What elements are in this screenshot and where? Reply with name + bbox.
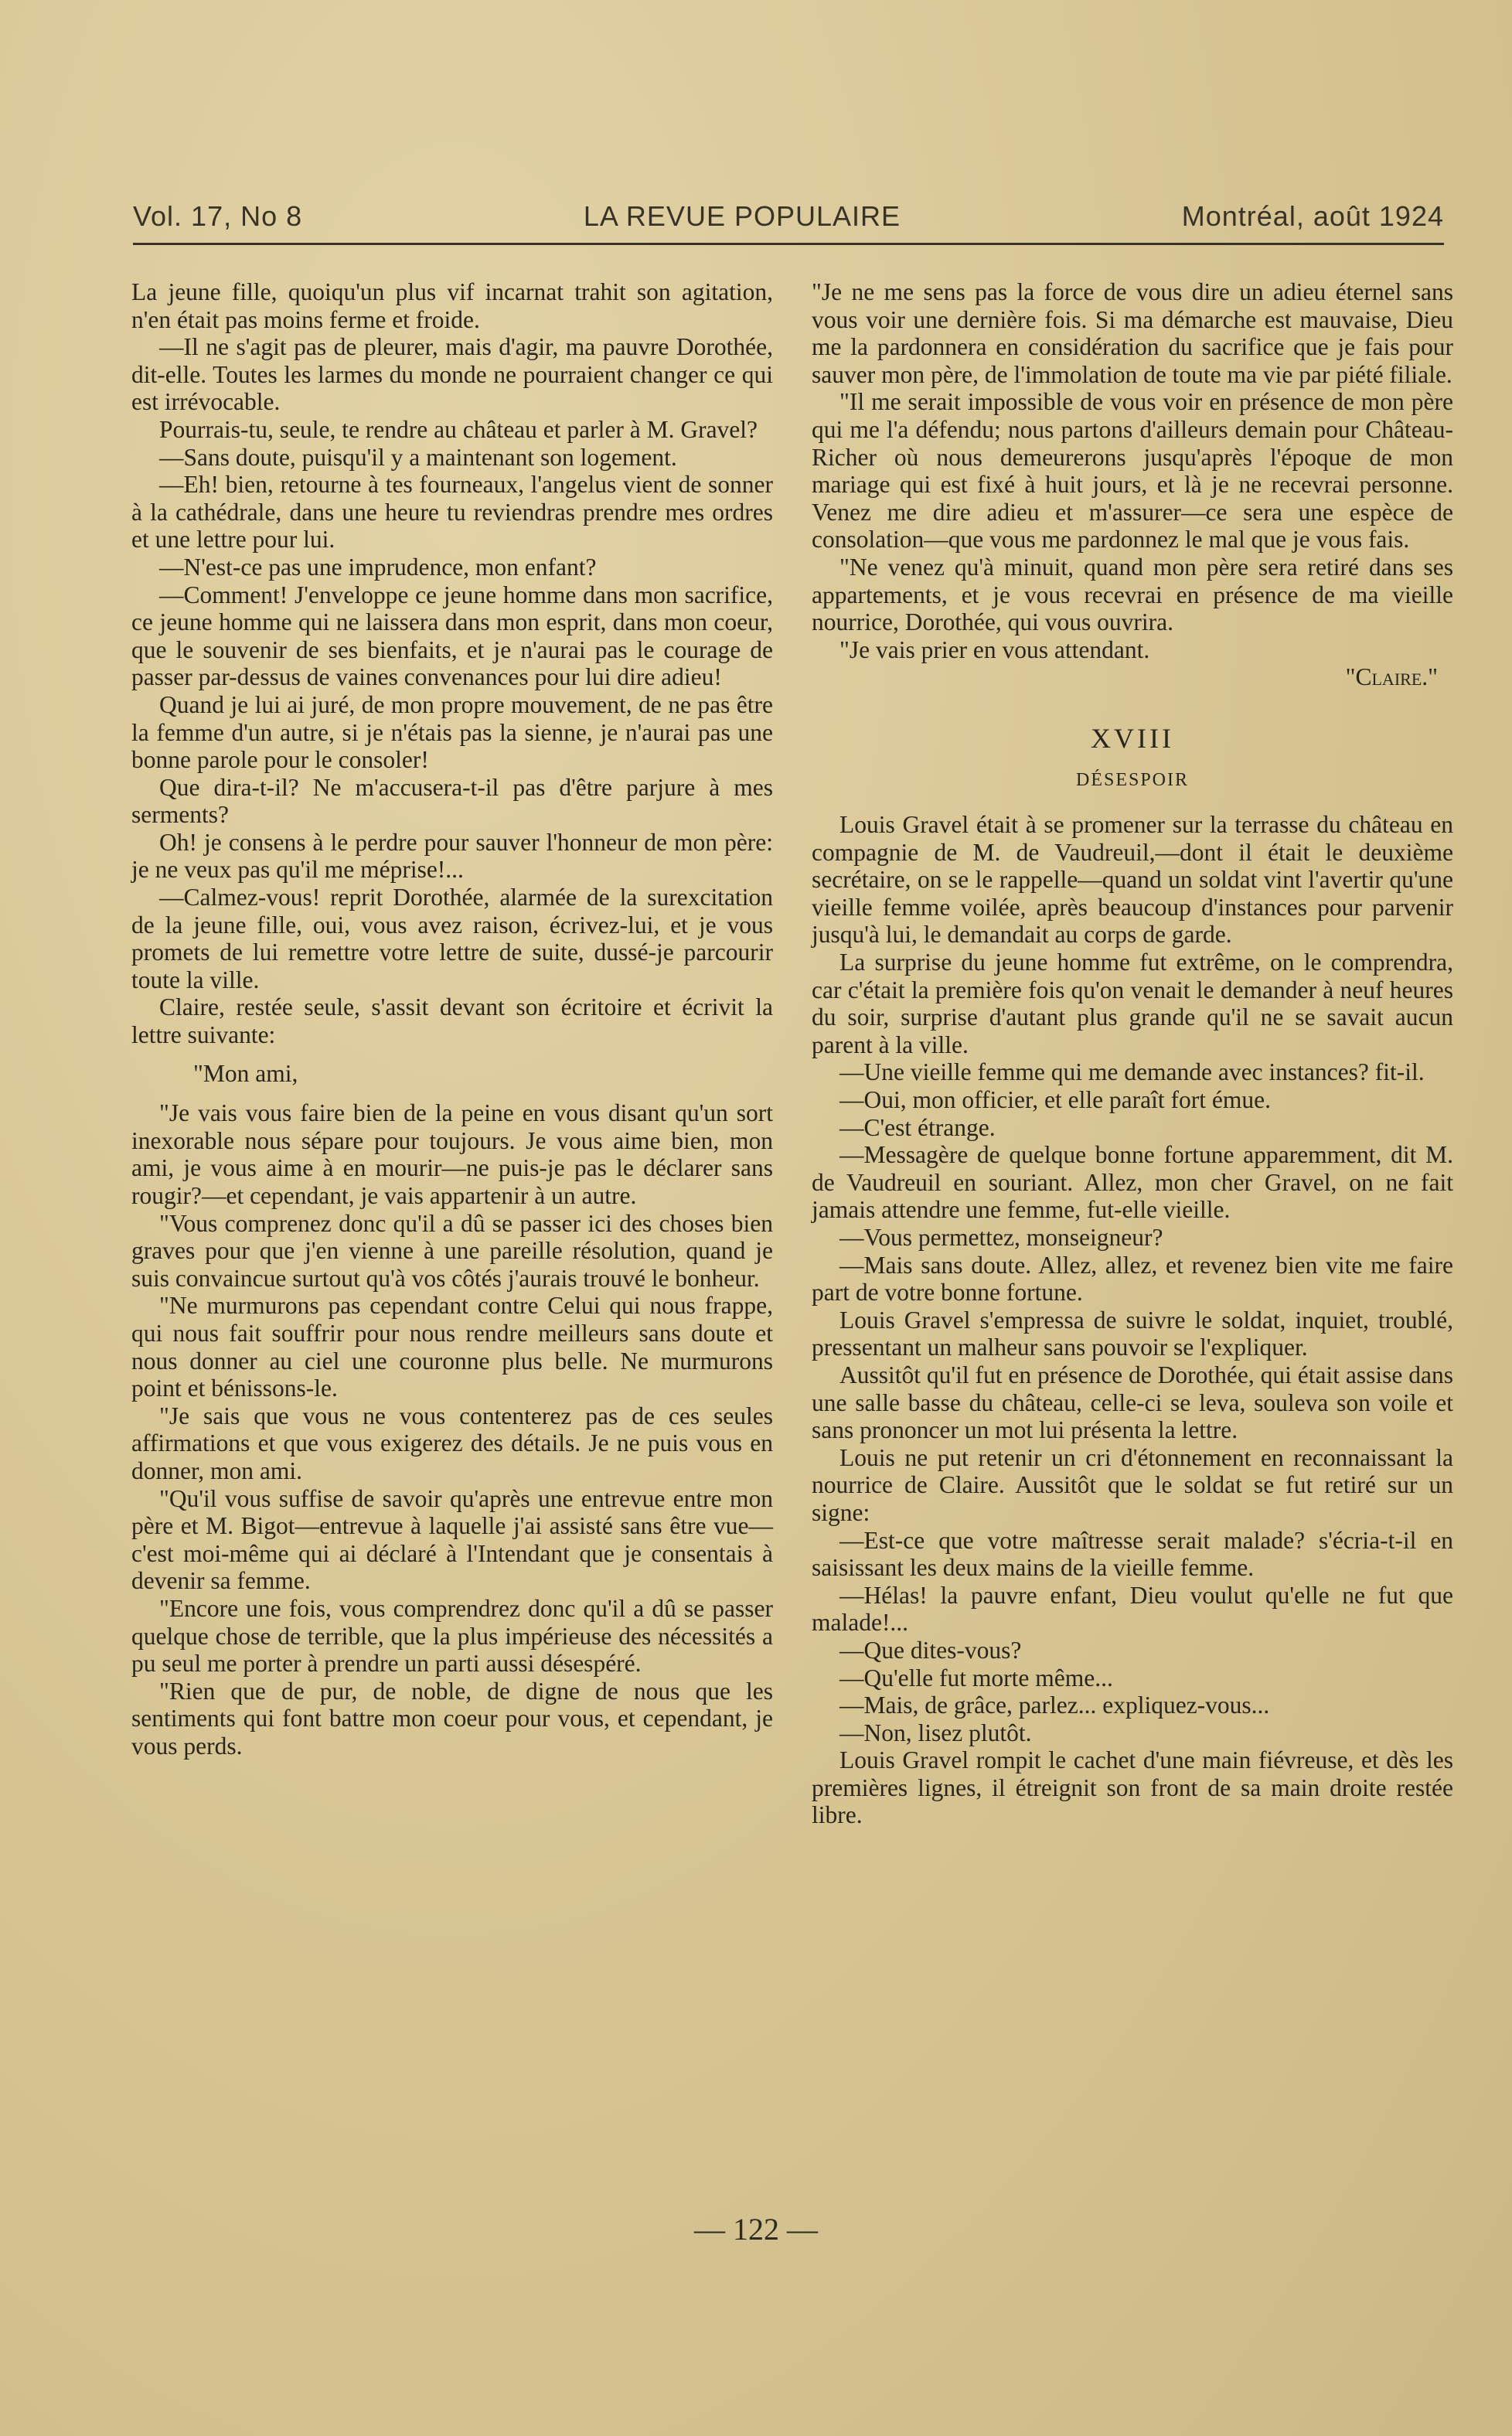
paragraph: Aussitôt qu'il fut en présence de Dorothée, qui était assise dans une salle basse du château, celle-ci se leva, souleva son voile et sans prononcer un mot lui présenta la lettre. (812, 1361, 1453, 1444)
dateline: Montréal, août 1924 (1181, 200, 1444, 232)
letter-paragraph: "Je sais que vous ne vous contenterez pas de ces seules affirmations et que vous exigerez des détails. Je ne puis vous en donner, mon ami. (131, 1402, 773, 1484)
letter-paragraph: "Rien que de pur, de noble, de digne de nous que les sentiments qui font battre mon coeur pour vous, et cependant, je vous perds. (131, 1677, 773, 1760)
paragraph: —Calmez-vous! reprit Dorothée, alarmée de la surexcitation de la jeune fille, oui, vous avez raison, écrivez-lui, et je vous promets de lui remettre votre lettre de suite, dussé-je parcourir toute la ville. (131, 884, 773, 993)
paragraph: —Qu'elle fut morte même... (839, 1664, 1113, 1692)
paragraph: Oh! je consens à le perdre pour sauver l'honneur de mon père: je ne veux pas qu'il me méprise!... (131, 828, 773, 884)
letter-paragraph: "Qu'il vous suffise de savoir qu'après une entrevue entre mon père et M. Bigot—entrevue à laquelle j'ai assisté sans être vue—c'est moi-même qui ai déclaré à l'Intendant que je consentais à devenir sa femme. (131, 1484, 773, 1595)
paragraph: —Que dites-vous? (839, 1636, 1022, 1664)
letter-salutation: "Mon ami, (193, 1059, 298, 1087)
paragraph: —Mais, de grâce, parlez... expliquez-vous... (839, 1692, 1270, 1719)
paragraph: —Vous permettez, monseigneur? (839, 1224, 1163, 1251)
volume-number: Vol. 17, No 8 (133, 200, 303, 232)
paragraph: Pourrais-tu, seule, te rendre au château et parler à M. Gravel? (159, 415, 758, 443)
paragraph: —Sans doute, puisqu'il y a maintenant son logement. (159, 443, 677, 471)
paragraph: —N'est-ce pas une imprudence, mon enfant? (159, 553, 597, 581)
letter-paragraph: "Je vais vous faire bien de la peine en vous disant qu'un sort inexorable nous sépare pour toujours. Je vous aime bien, mon ami, je vous aime à en mourir—ne puis-je pas le déclarer sans rougir?—et cependant, je vais appartenir à un autre. (131, 1099, 773, 1209)
paragraph: —Hélas! la pauvre enfant, Dieu voulut qu'elle ne fut que malade!... (812, 1581, 1453, 1637)
paragraph: Louis Gravel s'empressa de suivre le soldat, inquiet, troublé, pressentant un malheur sans pouvoir se l'expliquer. (812, 1306, 1453, 1361)
paragraph: —Eh! bien, retourne à tes fourneaux, l'angelus vient de sonner à la cathédrale, dans une heure tu reviendras prendre mes ordres et une lettre pour lui. (131, 471, 773, 554)
paragraph: —C'est étrange. (839, 1113, 996, 1141)
letter-paragraph: "Vous comprenez donc qu'il a dû se passer ici des choses bien graves pour que j'en vienne à une pareille résolution, quand je suis convaincue surtout qu'à vos côtés j'aurais trouvé le bonheur. (131, 1209, 773, 1292)
paragraph: —Une vieille femme qui me demande avec instances? fit-il. (839, 1058, 1425, 1086)
paragraph: —Est-ce que votre maîtresse serait malade? s'écria-t-il en saisissant les deux mains de la vieille femme. (812, 1526, 1453, 1582)
paragraph: La surprise du jeune homme fut extrême, on le comprendra, car c'était la première fois qu'on venait le demander à neuf heures du soir, surprise d'autant plus grande qu'il ne se savait aucun parent à la ville. (812, 949, 1453, 1058)
page-number: — 122 — (694, 2212, 818, 2247)
paragraph: Quand je lui ai juré, de mon propre mouvement, de ne pas être la femme d'un autre, si je n'étais pas la sienne, je n'aurai pas une bonne parole pour le consoler! (131, 690, 773, 774)
paragraph: —Mais sans doute. Allez, allez, et revenez bien vite me faire part de votre bonne fortune. (812, 1251, 1453, 1307)
right-column (812, 278, 1453, 1829)
letter-signature: "Claire." (1345, 663, 1438, 691)
paragraph: —Il ne s'agit pas de pleurer, mais d'agir, ma pauvre Dorothée, dit-elle. Toutes les larmes du monde ne pourraient changer ce qui est irrévocable. (131, 333, 773, 416)
letter-paragraph: "Il me serait impossible de vous voir en présence de mon père qui me l'a défendu; nous partons d'ailleurs demain pour Château-Richer où nous demeurerons jusqu'après l'époque de mon mariage qui est fixé à huit jours, et là je ne recevrai personne. Venez me dire adieu et m'assurer—ce sera une espèce de consolation—que vous me pardonnez le mal que je vous fais. (812, 388, 1453, 554)
paragraph: —Oui, mon officier, et elle paraît fort émue. (839, 1086, 1271, 1114)
paragraph: Louis ne put retenir un cri d'étonnement en reconnaissant la nourrice de Claire. Aussitôt que le soldat se fut retiré sur un signe: (812, 1443, 1453, 1526)
paragraph: Louis Gravel était à se promener sur la terrasse du château en compagnie de M. de Vaudreuil,—dont il était le deuxième secrétaire, on se le rappelle—quand un soldat vint l'avertir qu'une vieille femme voilée, après beaucoup d'instances pour parvenir jusqu'à lui, le demandait au corps de garde. (812, 811, 1453, 949)
letter-paragraph: "Ne murmurons pas cependant contre Celui qui nous frappe, qui nous fait souffrir pour nous rendre meilleurs sans doute et nous donner au ciel une couronne plus belle. Ne murmurons point et bénissons-le. (131, 1292, 773, 1402)
chapter-number: XVIII (1091, 722, 1174, 754)
paragraph: —Non, lisez plutôt. (839, 1719, 1032, 1746)
header-rule (133, 243, 1444, 245)
letter-paragraph: "Encore une fois, vous comprendrez donc qu'il a dû se passer quelque chose de terrible, que la plus impérieuse des nécessités a pu seul me porter à prendre un parti aussi désespéré. (131, 1594, 773, 1678)
paragraph: —Comment! J'enveloppe ce jeune homme dans mon sacrifice, ce jeune homme qui ne laissera dans mon esprit, dans mon coeur, que le souvenir de ses bienfaits, et je n'aurai pas le courage de passer par-dessus de vaines convenances pour lui dire adieu! (131, 581, 773, 691)
publication-title: LA REVUE POPULAIRE (583, 200, 901, 232)
paragraph: La jeune fille, quoiqu'un plus vif incarnat trahit son agitation, n'en était pas moins ferme et froide. (131, 278, 773, 333)
chapter-title: DÉSESPOIR (1075, 769, 1190, 790)
left-column (131, 278, 773, 1760)
paragraph: —Messagère de quelque bonne fortune apparemment, dit M. de Vaudreuil en souriant. Allez, mon cher Gravel, on ne fait jamais attendre une femme, fut-elle vieille. (812, 1141, 1453, 1224)
paragraph: Que dira-t-il? Ne m'accusera-t-il pas d'être parjure à mes serments? (131, 773, 773, 829)
running-header (133, 193, 1444, 240)
letter-paragraph: "Je ne me sens pas la force de vous dire un adieu éternel sans vous voir une dernière fois. Si ma démarche est mauvaise, Dieu me la pardonnera en considération du sacrifice que je fais pour sauver mon père, de l'immolation de toute ma vie par piété filiale. (812, 278, 1453, 388)
letter-paragraph: "Ne venez qu'à minuit, quand mon père sera retiré dans ses appartements, et je vous recevrai en présence de ma vieille nourrice, Dorothée, qui vous ouvrira. (812, 553, 1453, 636)
paragraph: Louis Gravel rompit le cachet d'une main fiévreuse, et dès les premières lignes, il étreignit son front de sa main droite restée libre. (812, 1746, 1453, 1829)
letter-paragraph: "Je vais prier en vous attendant. (839, 635, 1150, 663)
paragraph: Claire, restée seule, s'assit devant son écritoire et écrivit la lettre suivante: (131, 993, 773, 1049)
